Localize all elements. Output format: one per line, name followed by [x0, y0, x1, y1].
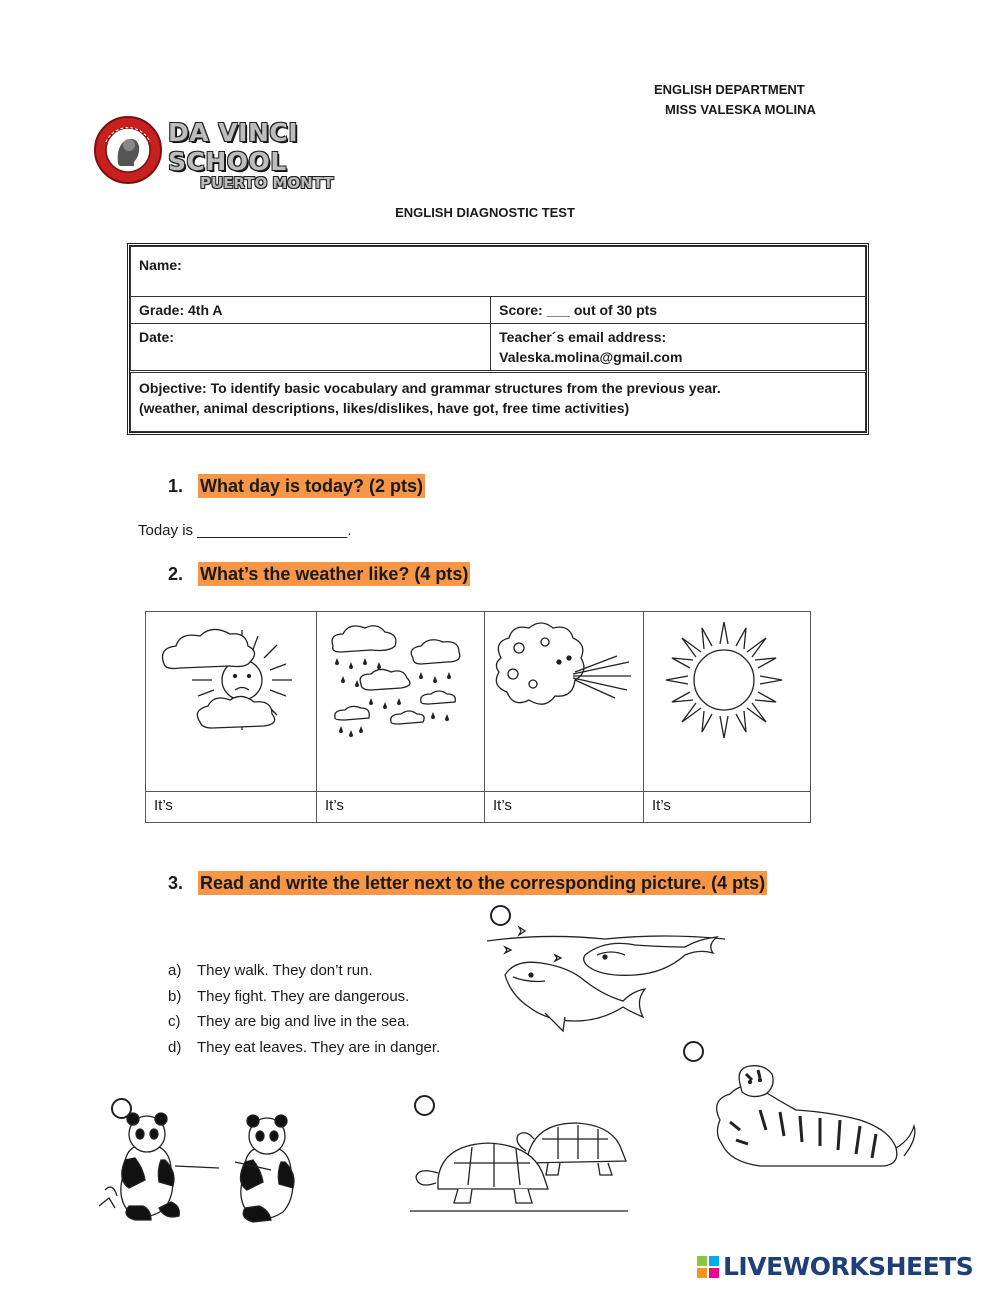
sentence-item: [168, 1009, 440, 1035]
date-field[interactable]: Date:: [131, 324, 491, 372]
teacher-name: MISS VALESKA MOLINA: [665, 102, 816, 117]
answer-circle-tigers[interactable]: [683, 1041, 704, 1062]
question-text: What’s the weather like? (4 pts): [200, 564, 469, 584]
today-answer-line[interactable]: Today is __________________.: [138, 522, 352, 539]
school-logo: [92, 112, 362, 192]
weather-label[interactable]: It’s: [317, 791, 484, 822]
objective-cell: [131, 372, 866, 432]
weather-cell-4: [644, 612, 810, 822]
grade-cell: Grade: 4th A: [131, 297, 491, 324]
weather-label[interactable]: It’s: [146, 791, 316, 822]
school-name: DA VINCI SCHOOL: [168, 118, 299, 176]
sentence-letter: d): [168, 1038, 182, 1056]
windy-icon: [489, 618, 639, 738]
student-info-table: [127, 243, 869, 435]
school-city: PUERTO MONTT: [200, 174, 334, 192]
sentence-item: [168, 984, 440, 1010]
answer-circle-whales[interactable]: [490, 905, 511, 926]
question-3: [168, 873, 767, 894]
pandas-picture: [95, 1110, 325, 1225]
answer-circle-tortoises[interactable]: [414, 1095, 435, 1116]
sentence-text: They eat leaves. They are in danger.: [197, 1038, 441, 1056]
sentence-letter: c): [168, 1013, 181, 1030]
weather-label[interactable]: It’s: [485, 791, 643, 822]
question-1: [168, 476, 425, 497]
department-header: [640, 80, 816, 120]
email-cell: [491, 324, 866, 372]
whales-picture: [485, 925, 730, 1040]
school-seal-icon: [92, 112, 164, 188]
brand-blocks-icon: [697, 1256, 719, 1278]
weather-cell-3: [485, 612, 644, 822]
tigers-picture: [700, 1060, 920, 1175]
tortoises-picture: [408, 1115, 633, 1215]
objective-line-2: (weather, animal descriptions, likes/dislikes, have got, free time activities): [139, 400, 630, 416]
brand-name: LIVEWORKSHEETS: [723, 1252, 974, 1281]
score-field[interactable]: Score: ___ out of 30 pts: [491, 297, 866, 324]
question-text: Read and write the letter next to the corresponding picture. (4 pts): [200, 873, 766, 893]
animal-sentences-list: [168, 958, 440, 1060]
question-text: What day is today? (2 pts): [200, 476, 424, 496]
question-number: 2.: [168, 564, 184, 584]
sentence-item: [168, 1035, 440, 1061]
sentence-text: They walk. They don’t run.: [197, 962, 373, 979]
sentence-text: They fight. They are dangerous.: [197, 987, 410, 1005]
question-number: 1.: [168, 476, 184, 496]
email-address: Valeska.molina@gmail.com: [499, 349, 683, 365]
weather-cell-1: [146, 612, 317, 822]
objective-line-1: Objective: To identify basic vocabulary and grammar structures from the previous year.: [139, 380, 721, 396]
partly-cloudy-icon: [150, 618, 300, 738]
rainy-icon: [321, 618, 471, 738]
sentence-text: They are big and live in the sea.: [197, 1013, 410, 1030]
question-number: 3.: [168, 873, 184, 893]
test-title: ENGLISH DIAGNOSTIC TEST: [395, 205, 575, 220]
question-2: [168, 564, 470, 585]
weather-table: [145, 611, 811, 823]
sentence-letter: b): [168, 987, 182, 1005]
email-label: Teacher´s email address:: [499, 329, 667, 345]
department-name: ENGLISH DEPARTMENT: [654, 82, 805, 97]
sunny-icon: [648, 618, 798, 738]
liveworksheets-brand: [697, 1252, 973, 1281]
name-field[interactable]: Name:: [131, 247, 866, 297]
sentence-item: [168, 958, 440, 984]
sentence-letter: a): [168, 962, 182, 979]
weather-cell-2: [317, 612, 485, 822]
weather-label[interactable]: It’s: [644, 791, 810, 822]
